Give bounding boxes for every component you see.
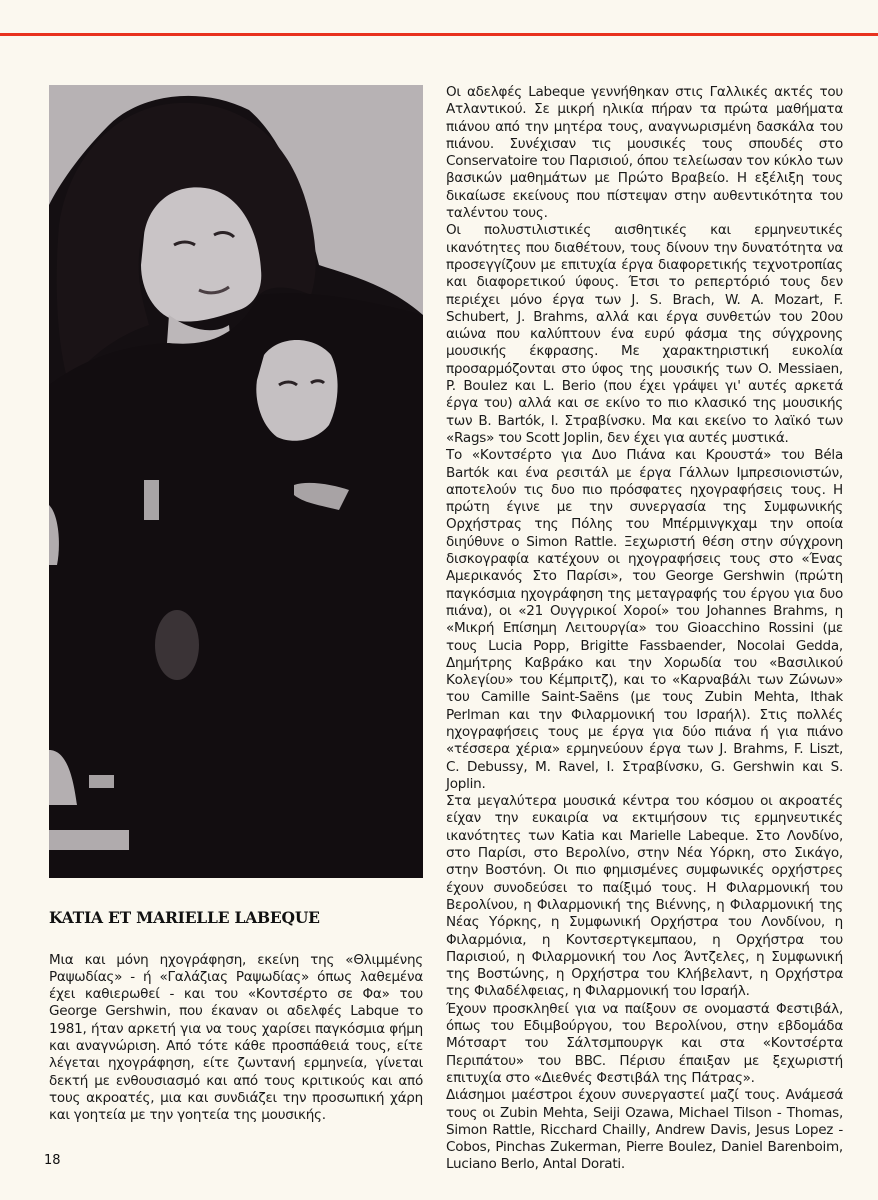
article-paragraph: Το «Κοντσέρτο για Δυο Πιάνα και Κρουστά» του Béla Bartók και ένα ρεσιτάλ με έργα Γάλλων Ιμπρεσιονιστών, αποτελούν τις δυο πιο πρόσφατες ηχογραφήσεις τους. Η πρώτη έγινε με την συνεργασία της Συμφωνικής Ορχήστρας της Πόλης του Μπέρμινγκχαμ την οποία διηύθυνε ο Simon Rattle. Ξεχωριστή θέση στην σύγχρονη δισκογραφία κατέχουν οι ηχογραφήσεις τους στο «Ένας Αμερικανός Στο Παρίσι», του George Gershwin (πρώτη παγκόσμια ηχογράφηση της μεταγραφής του έργου για δυο πιάνα), οι «21 Ουγγρικοί Χοροί» του Johannes Brahms, η «Μικρή Επίσημη Λειτουργία» του Gioacchino Rossini (με τους Lucia Popp, Brigitte Fassbaender, Nocolai Gedda, Δημήτρης Καβράκο και την Χορωδία του «Βασιλικού Κολεγίου» του Κέμπριτζ), και το «Καρναβάλι των Ζώνων» του Camille Saint-Saëns (με τους Zubin Mehta, Ithak Perlman και την Φιλαρμονική του Ισραήλ). Στις πολλές ηχογραφήσεις τους με έργα για δύο πιάνα ή για πιάνο «τέσσερα χέρια» ερμηνεύουν έργα των J. Brahms, F. Liszt, C. Debussy, M. Ravel, I. Στραβίνσκυ, G. Gershwin και S. Joplin. <box>446 447 843 792</box>
article-paragraph: Οι πολυστιλιστικές αισθητικές και ερμηνευτικές ικανότητες που διαθέτουν, τους δίνουν την δυνατότητα να προσεγγίζουν με επιτυχία έργα διαφορετικής τεχνοτροπίας και διαφορετικού ύφους. Έτσι το ρεπερτόριό τους δεν περιέχει μόνο έργα των J. S. Brach, W. A. Mozart, F. Schubert, J. Brahms, αλλά και έργα συνθετών του 20ου αιώνα που καλύπτουν ένα ευρύ φάσμα της σύγχρονης μουσικής έκφρασης. Με χαρακτηριστική ευκολία προσαρμόζονται στο ύφος της μουσικής των O. Messiaen, P. Boulez και L. Berio (που έχει γράψει γι' αυτές αρκετά έργα του) αλλά και σε εκίνο το πιο κλασικό της μουσικής των B. Bartók, I. Στραβίνσκυ. Μα και εκείνο το λαϊκό των «Rags» του Scott Joplin, δεν έχει για αυτές μυστικά. <box>446 222 843 446</box>
photo-illustration <box>49 85 423 878</box>
article-paragraph: Έχουν προσκληθεί για να παίξουν σε ονομαστά Φεστιβάλ, όπως του Εδιμβούργου, του Βερολίνου, στην εβδομάδα Μότσαρτ του Σάλτσμπουργκ και στα «Κοντσέρτα Περιπάτου» του BBC. Πέρισυ έπαιξαν με ξεχωριστή επιτυχία στο «Διεθνές Φεστιβάλ της Πάτρας». <box>446 1000 843 1086</box>
intro-paragraph: Μια και μόνη ηχογράφηση, εκείνη της «Θλιμμένης Ραψωδίας» - ή «Γαλάζιας Ραψωδίας» όπως λαθεμένα έχει καθιερωθεί - και του «Κοντσέρτο σε Φα» του George Gershwin, που έκαναν οι αδελφές Labque το 1981, ήταν αρκετή για να τους χαρίσει παγκόσμια φήμη και αναγνώριση. Από τότε κάθε προσπάθειά τους, είτε λέγεται ηχογράφηση, είτε ζωντανή ερμηνεία, γίνεται δεκτή με ενθουσιασμό και από τους κριτικούς και από τους ακροατές, μια και συνδιάζει την προσωπική χάρη και γοητεία με την γοητεία της μουσικής. <box>49 951 423 1124</box>
article-paragraph: Οι αδελφές Labeque γεννήθηκαν στις Γαλλικές ακτές του Ατλαντικού. Σε μικρή ηλικία πήραν τα πρώτα μαθήματα πιάνου από την μητέρα τους, αναγνωρισμένη δασκάλα του πιάνου. Συνέχισαν τις μουσικές τους σπουδές στο Conservatoire του Παρισιού, όπου τελείωσαν τον κύκλο των βασικών μαθημάτων με Πρώτο Βραβείο. Η εξέλιξη τους δικαίωσε εκείνους που πίστεψαν στην αυθεντικότητα του ταλέντου τους. <box>446 84 843 222</box>
labeque-sisters-photo <box>49 85 423 878</box>
article-intro <box>49 938 423 1138</box>
page-number: 18 <box>44 1153 61 1168</box>
article-paragraph: Διάσημοι μαέστροι έχουν συνεργαστεί μαζί τους. Ανάμεσά τους οι Zubin Mehta, Seiji Ozawa, Michael Tilson - Thomas, Simon Rattle, Ricchard Chailly, Andrew Davis, Jesus Lopez - Cobos, Pinchas Zukerman, Pierre Boulez, Daniel Barenboim, Luciano Berlo, Antal Dorati. <box>446 1087 843 1173</box>
article-heading: KATIA ET MARIELLE LABEQUE <box>49 908 320 927</box>
article-paragraph: Στα μεγαλύτερα μουσικά κέντρα του κόσμου οι ακροατές είχαν την ευκαιρία να εκτιμήσουν τις ερμηνευτικές ικανότητες των Katia και Marielle Labeque. Στο Λονδίνο, στο Παρίσι, στο Βερολίνο, στην Νέα Υόρκη, στο Σικάγο, στην Βοστόνη. Οι πιο φημισμένες συμφωνικές ορχήστρες έχουν συνοδεύσει το παίξιμό τους. Η Φιλαρμονική του Βερολίνου, η Φιλαρμονική της Βιέννης, η Φιλαρμονική της Νέας Υόρκης, η Συμφωνική Ορχήστρα του Λονδίνου, η Φιλαρμόνια, η Κοντσερτγκεμπαου, η Ορχήστρα του Παρισιού, η Φιλαρμονική του Λος Άντζελες, η Συμφωνική της Βοστώνης, η Ορχήστρα του Κλήβελαντ, η Ορχήστρα της Φιλαδέλφειας, η Φιλαρμονική του Ισραήλ. <box>446 793 843 1000</box>
top-red-rule <box>0 33 878 36</box>
article-right-column <box>446 84 843 1174</box>
